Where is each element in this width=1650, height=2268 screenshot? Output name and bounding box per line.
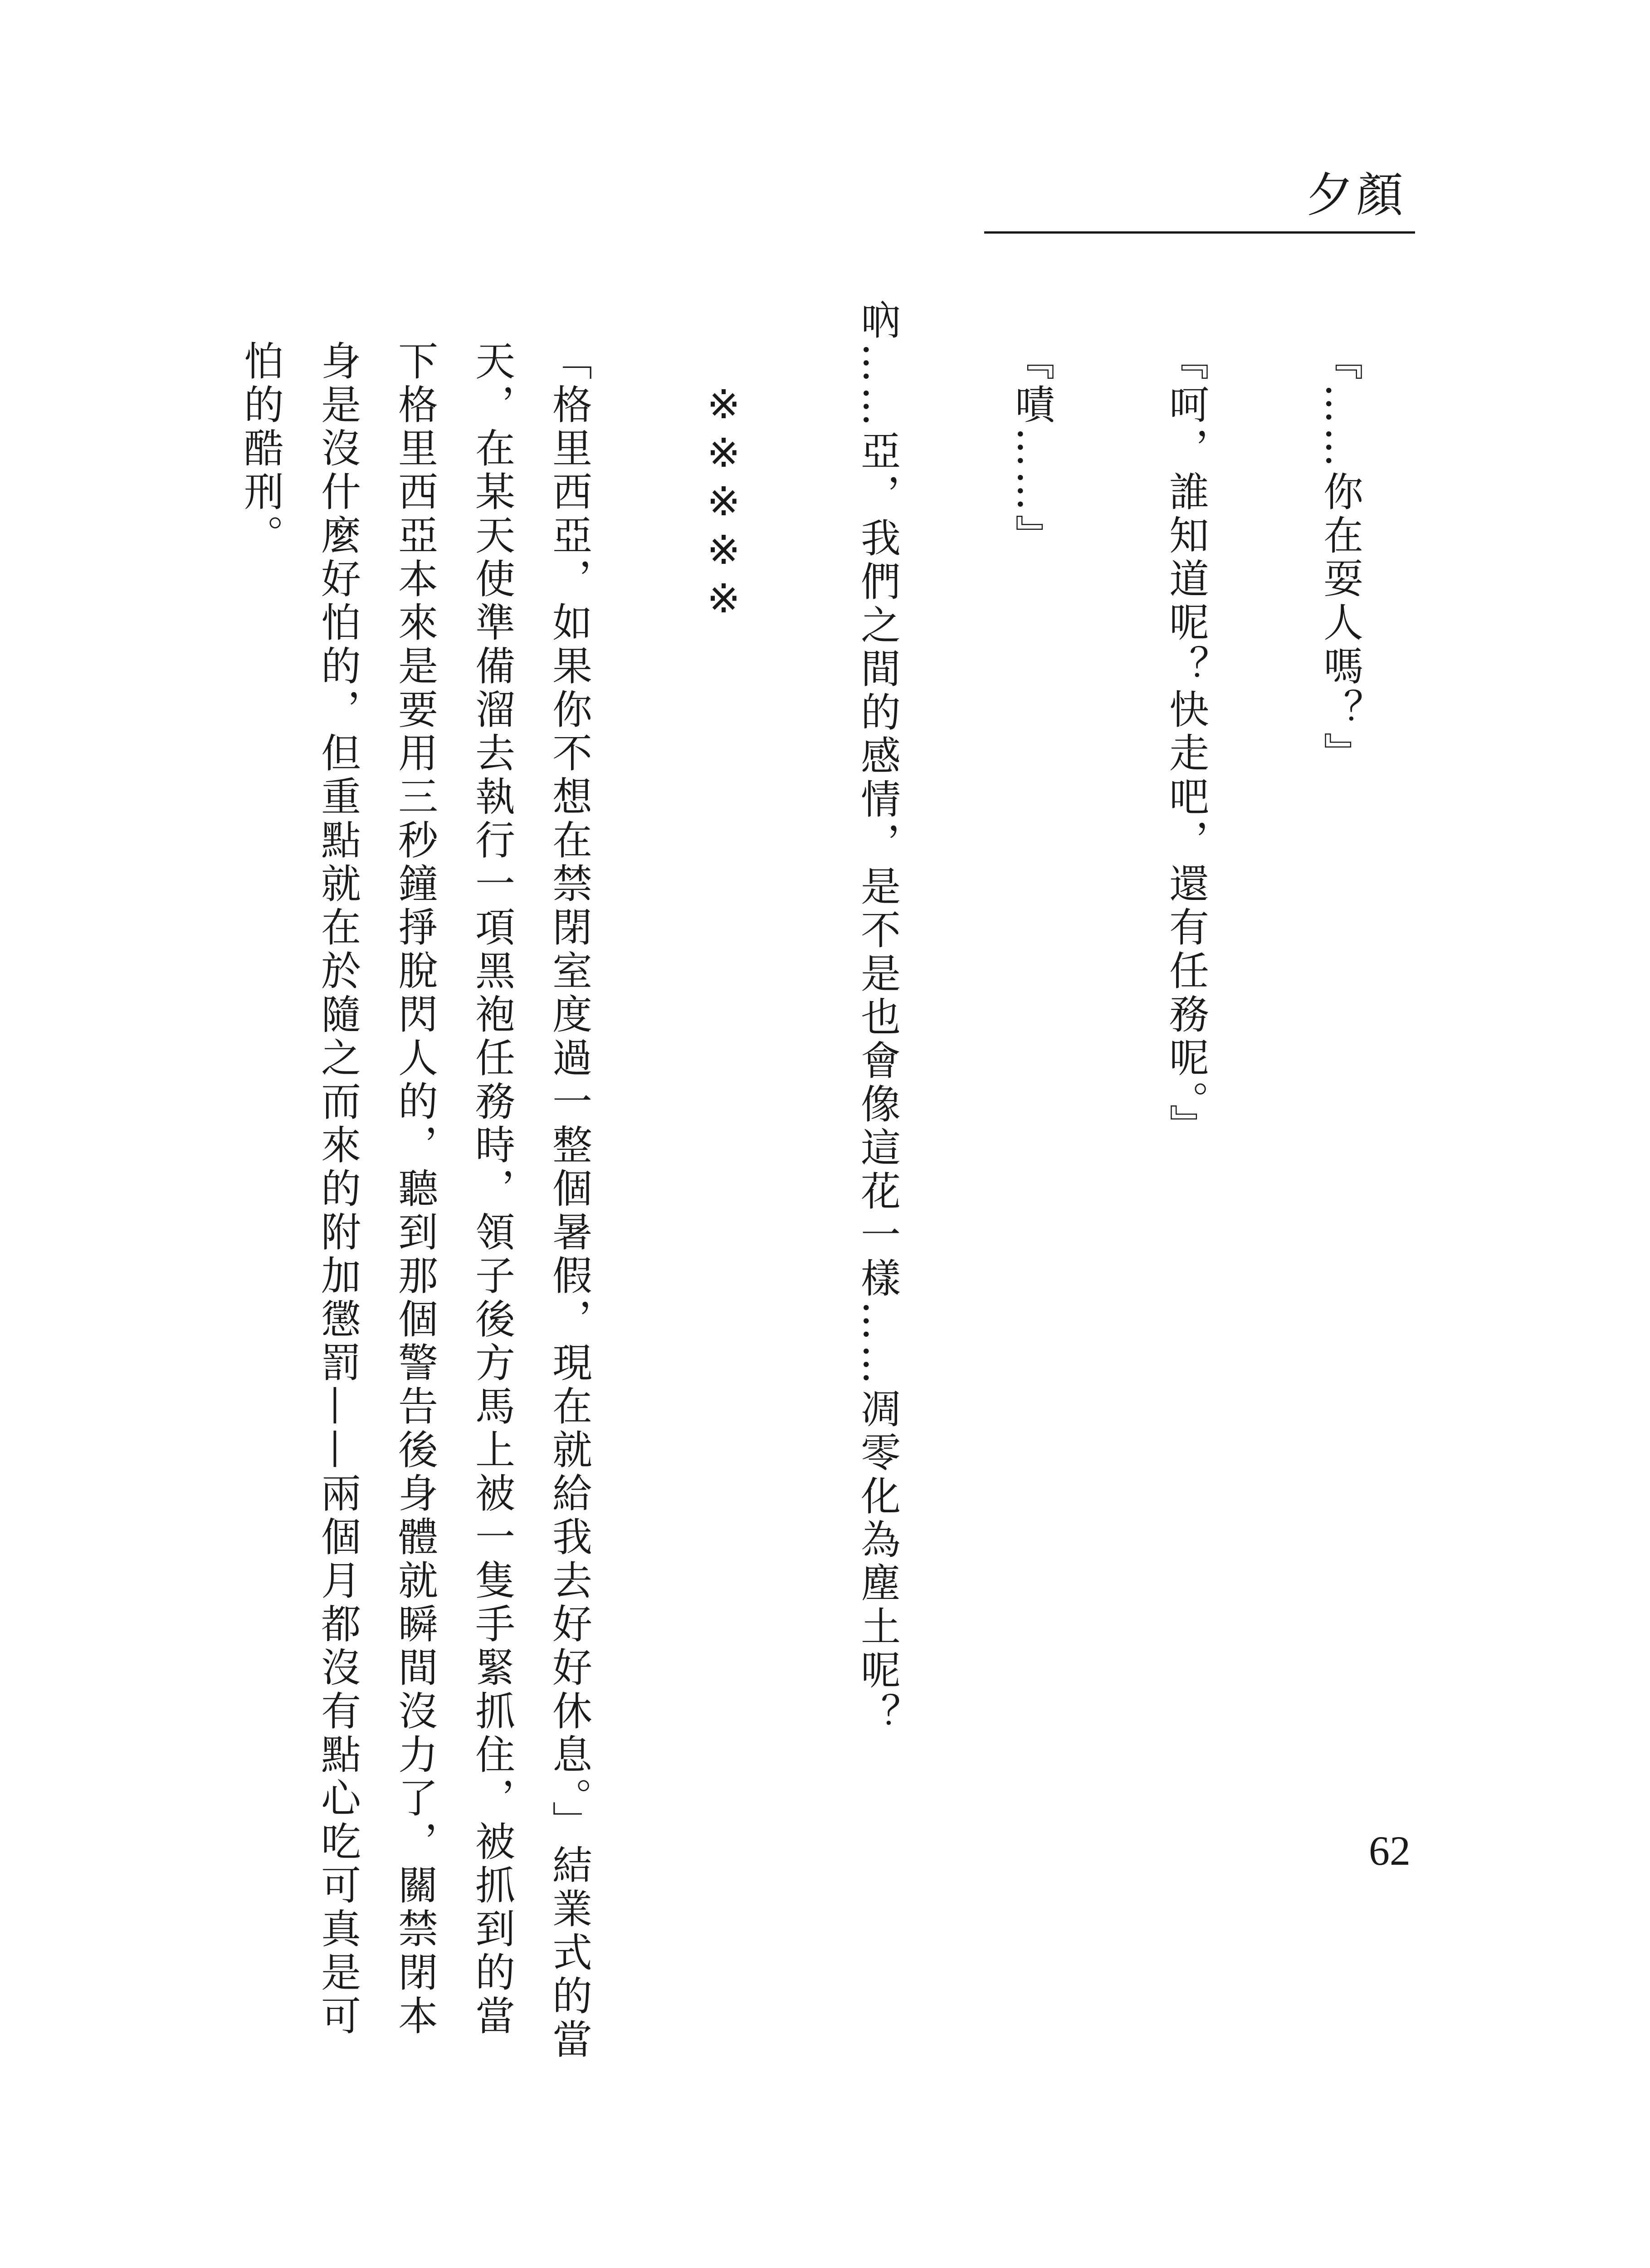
dialogue-line-3: 『嘖……』 <box>1009 340 1055 558</box>
dialogue-line-2: 『呵，誰知道呢？快走吧，還有任務呢。』 <box>1163 340 1210 1148</box>
blank-line <box>916 299 993 2077</box>
blank-line <box>1225 299 1302 2077</box>
blank-line <box>762 299 839 2077</box>
dialogue-line-1: 『……你在耍人嗎？』 <box>1317 340 1364 776</box>
section-break-marks: ※※※※※ <box>700 381 747 624</box>
blank-line <box>608 299 685 2077</box>
paragraph-text: 「格里西亞，如果你不想在禁閉室度過一整個暑假，現在就給我去好好休息。」結業式的當天，在某天使準備溜去執行一項黑袍任務時，領子後方馬上被一隻手緊抓住，被抓到的當下格里西亞本來是要用三秒鐘掙脫閃人的，聽到那個警告後身體就瞬間沒力了，關禁閉本身是沒什麼好怕的，但重點就在於隨之而來的附加懲罰——兩個月都沒有點心吃可真是可怕的酷刑。 <box>238 340 593 2062</box>
vertical-body-text <box>238 299 1379 2077</box>
narration-line: 吶……亞，我們之間的感情，是不是也會像這花一樣……凋零化為塵土呢？ <box>854 299 901 1736</box>
header-rule <box>984 231 1415 234</box>
page-number: 62 <box>1369 1828 1411 1874</box>
running-header-title: 夕顏 <box>1306 167 1406 223</box>
blank-line <box>1070 299 1147 2077</box>
